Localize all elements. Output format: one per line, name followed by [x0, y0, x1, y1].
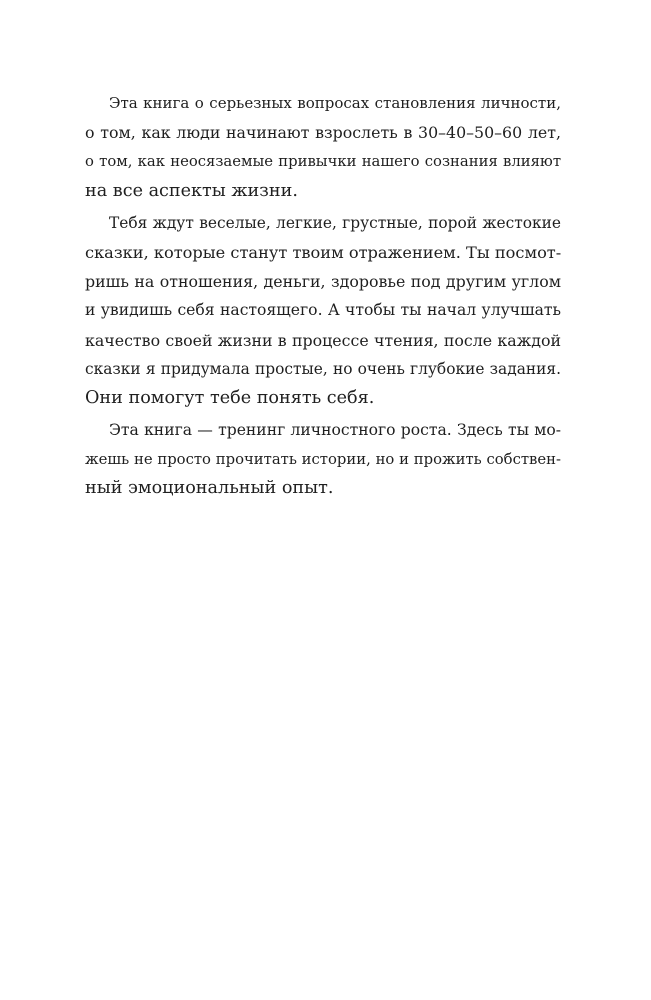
paragraph-2 — [85, 209, 561, 413]
paragraph-1 — [85, 89, 561, 206]
text-line: и увидишь себя настоящего. А чтобы ты начал улучшать — [85, 301, 561, 320]
paragraph-3 — [85, 416, 561, 504]
text-line: сказки, которые станут твоим отражением. Ты посмот- — [85, 242, 562, 262]
text-line: на все аспекты жизни. — [85, 180, 298, 201]
text-line: о том, как неосязаемые привычки нашего сознания влияют — [85, 153, 561, 171]
text-line: Эта книга о серьезных вопросах становления личности, — [109, 94, 561, 112]
text-line: Они помогут тебе понять себя. — [85, 387, 375, 408]
text-line: сказки я придумала простые, но очень глубокие задания. — [85, 359, 561, 378]
body-text — [85, 89, 561, 504]
text-line: Эта книга — тренинг личностного роста. Здесь ты мо- — [109, 421, 561, 440]
text-line: о том, как люди начинают взрослеть в 30–40–50–60 лет, — [85, 123, 561, 143]
text-line: качество своей жизни в процессе чтения, после каждой — [85, 330, 561, 350]
text-line: Тебя ждут веселые, легкие, грустные, порой жестокие — [109, 213, 561, 232]
text-line: ный эмоциональный опыт. — [85, 478, 334, 499]
text-line: жешь не просто прочитать истории, но и прожить собствен- — [85, 451, 561, 469]
text-line: ришь на отношения, деньги, здоровье под другим углом — [85, 272, 561, 292]
